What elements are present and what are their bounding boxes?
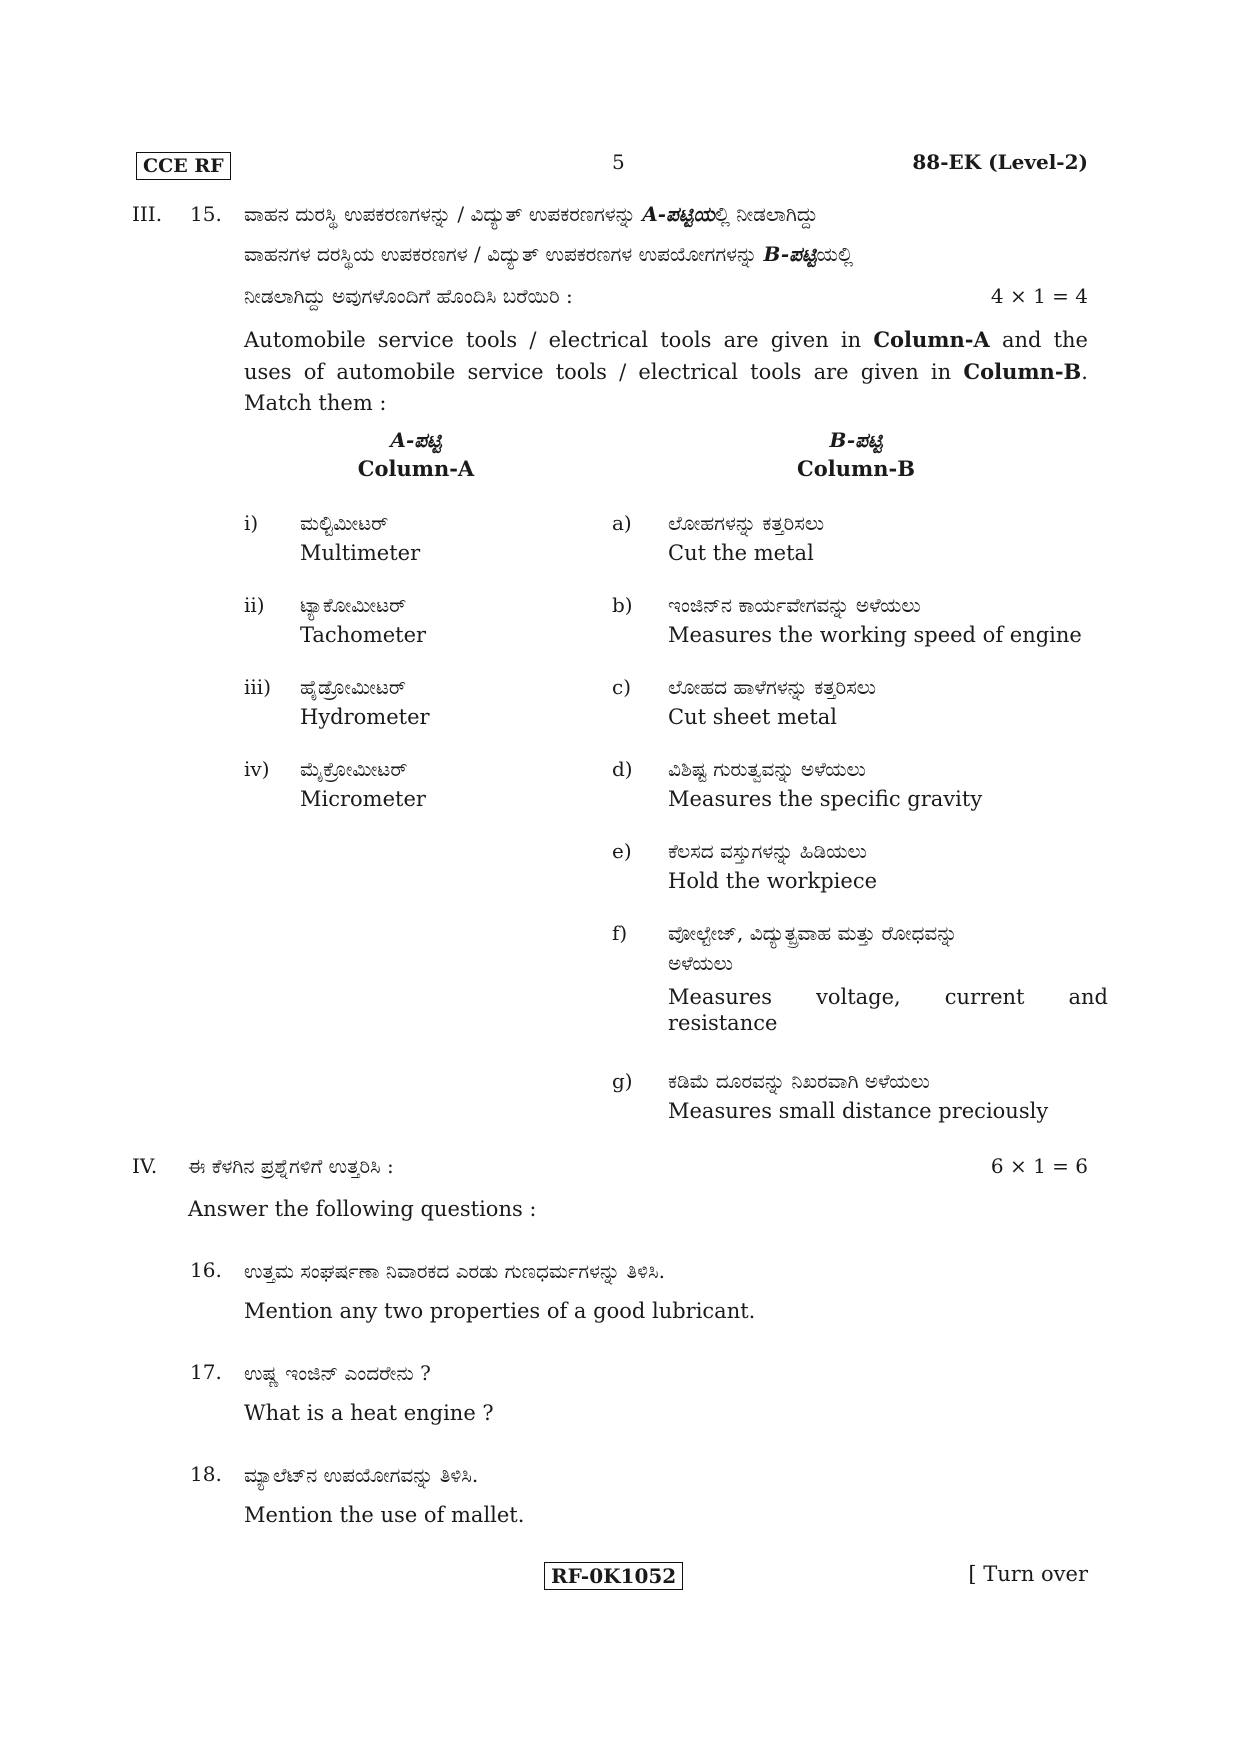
q15-en-2b: Column-B (963, 359, 1082, 384)
q15-ka-2c: ಯಲ್ಲಿ (816, 242, 853, 266)
q15-english-instructions (244, 324, 1088, 419)
col-b-item-g (668, 1066, 1108, 1126)
q15-kannada-line-1 (244, 200, 818, 228)
column-a-kannada: A-ಪಟ್ಟಿ (390, 428, 442, 452)
page-number: 5 (612, 150, 625, 174)
col-b-mark-c: c) (612, 675, 632, 699)
col-b-item-c (668, 672, 1108, 732)
col-b-item-f (668, 918, 1108, 1036)
q15-ka-1a: ವಾಹನ ದುರಸ್ಥಿ ಉಪಕರಣಗಳನ್ನು / ವಿದ್ಯುತ್ ಉಪಕರಣಗಳನ್ನು (244, 202, 636, 226)
column-a-heading (266, 426, 566, 484)
col-b-mark-a: a) (612, 511, 632, 535)
question-18-ka: ಮ್ಯಾಲೆಟ್‌ನ ಉಪಯೋಗವನ್ನು ತಿಳಿಸಿ. (244, 1463, 479, 1487)
section-4-english-heading: Answer the following questions : (188, 1197, 537, 1221)
question-17 (244, 1358, 494, 1428)
q15-ka-1c: ಲ್ಲಿ ನೀಡಲಾಗಿದ್ದು (714, 202, 818, 226)
col-b-item-a (668, 508, 1108, 568)
col-a-item-3-ka: ಹೈಡ್ರೋಮೀಟರ್ (300, 675, 406, 699)
section-4-number: IV. (132, 1154, 158, 1178)
q15-kannada-line-3: ನೀಡಲಾಗಿದ್ದು ಅವುಗಳೊಂದಿಗೆ ಹೊಂದಿಸಿ ಬರೆಯಿರಿ : (244, 284, 573, 308)
col-b-item-g-ka: ಕಡಿಮೆ ದೂರವನ್ನು ನಿಖರವಾಗಿ ಅಳೆಯಲು (668, 1069, 930, 1093)
q15-kannada-line-2 (244, 240, 853, 268)
col-b-item-e-en: Hold the workpiece (668, 869, 878, 893)
col-b-item-a-en: Cut the metal (668, 541, 814, 565)
column-b-heading (706, 426, 1006, 484)
col-b-mark-e: e) (612, 839, 632, 863)
question-17-ka: ಉಷ್ಣ ಇಂಜಿನ್ ಎಂದರೇನು ? (244, 1361, 431, 1385)
footer-code: RF-0K1052 (544, 1562, 683, 1590)
header-left-code: CCE RF (136, 152, 231, 180)
q15-en-2a: uses of automobile service tools / electrical tools are given in (244, 360, 952, 384)
q15-marks: 4 × 1 = 4 (990, 284, 1088, 308)
col-a-mark-3: iii) (244, 675, 271, 699)
col-b-mark-g: g) (612, 1069, 633, 1093)
col-a-item-2-ka: ಟ್ಯಾಕೋಮೀಟರ್ (300, 593, 407, 617)
q15-ka-2a: ವಾಹನಗಳ ದರಸ್ಥಿಯ ಉಪಕರಣಗಳ / ವಿದ್ಯುತ್ ಉಪಕರಣಗಳ ಉಪಯೋಗಗಳನ್ನು (244, 242, 758, 266)
col-a-mark-2: ii) (244, 593, 265, 617)
q15-en-line-2 (244, 356, 1088, 388)
section-4-kannada-heading: ಈ ಕೆಳಗಿನ ಪ್ರಶ್ನೆಗಳಿಗೆ ಉತ್ತರಿಸಿ : (188, 1154, 394, 1178)
col-b-item-b-ka: ಇಂಜಿನ್‌ನ ಕಾರ್ಯವೇಗವನ್ನು ಅಳೆಯಲು (668, 593, 921, 617)
col-b-item-d-en: Measures the specific gravity (668, 787, 983, 811)
col-b-item-e-ka: ಕೆಲಸದ ವಸ್ತುಗಳನ್ನು ಹಿಡಿಯಲು (668, 839, 867, 863)
question-18-en: Mention the use of mallet. (244, 1503, 525, 1527)
col-b-item-b-en: Measures the working speed of engine (668, 623, 1082, 647)
col-b-item-d (668, 754, 1108, 814)
question-16-number: 16. (190, 1258, 222, 1282)
col-b-item-g-en: Measures small distance preciously (668, 1099, 1049, 1123)
q15-en-2c: . (1081, 360, 1088, 384)
col-b-mark-d: d) (612, 757, 633, 781)
q15-en-1b: Column-A (873, 327, 990, 352)
question-18 (244, 1460, 524, 1530)
section-4-marks: 6 × 1 = 6 (990, 1154, 1088, 1178)
column-b-english: Column-B (797, 456, 915, 481)
col-b-item-a-ka: ಲೋಹಗಳನ್ನು ಕತ್ತರಿಸಲು (668, 511, 825, 535)
col-a-item-4-ka: ಮೈಕ್ರೋಮೀಟರ್ (300, 757, 408, 781)
q15-en-1c: and the (1001, 328, 1088, 352)
q15-en-line-3: Match them : (244, 391, 387, 415)
q15-ka-1b: A-ಪಟ್ಟಿಯ (642, 202, 715, 226)
col-a-mark-4: iv) (244, 757, 270, 781)
col-b-item-f-en-1: Measures voltage, current and (668, 985, 1108, 1009)
question-17-number: 17. (190, 1360, 222, 1384)
column-b-kannada: B-ಪಟ್ಟಿ (829, 428, 883, 452)
col-a-item-3-en: Hydrometer (300, 705, 430, 729)
q15-ka-2b: B-ಪಟ್ಟಿ (763, 242, 817, 266)
col-a-mark-1: i) (244, 511, 259, 535)
col-a-item-4-en: Micrometer (300, 787, 426, 811)
col-b-item-f-ka-2: ಅಳೆಯಲು (668, 951, 733, 975)
col-b-item-d-ka: ವಿಶಿಷ್ಟ ಗುರುತ್ವವನ್ನು ಅಳೆಯಲು (668, 757, 866, 781)
col-b-item-f-ka-1: ವೋಲ್ಟೇಜ್, ವಿದ್ಯುತ್ಪ್ರವಾಹ ಮತ್ತು ರೋಧವನ್ನು (668, 921, 958, 945)
question-15-number: 15. (190, 202, 222, 226)
question-18-number: 18. (190, 1462, 222, 1486)
col-a-item-1-en: Multimeter (300, 541, 421, 565)
col-b-item-f-en-2: resistance (668, 1011, 778, 1035)
col-b-item-b (668, 590, 1108, 650)
col-a-item-2-en: Tachometer (300, 623, 427, 647)
col-b-item-c-ka: ಲೋಹದ ಹಾಳೆಗಳನ್ನು ಕತ್ತರಿಸಲು (668, 675, 877, 699)
col-b-item-c-en: Cut sheet metal (668, 705, 837, 729)
header-right-code: 88-EK (Level-2) (912, 150, 1088, 174)
question-16-ka: ಉತ್ತಮ ಸಂಘರ್ಷಣಾ ನಿವಾರಕದ ಎರಡು ಗುಣಧರ್ಮಗಳನ್ನು ತಿಳಿಸಿ. (244, 1259, 665, 1283)
question-16-en: Mention any two properties of a good lubricant. (244, 1299, 756, 1323)
section-3-number: III. (132, 202, 163, 226)
q15-en-line-1 (244, 324, 1088, 356)
turn-over-note: [ Turn over (968, 1562, 1088, 1586)
col-b-item-e (668, 836, 1108, 896)
col-b-mark-b: b) (612, 593, 633, 617)
q15-en-1a: Automobile service tools / electrical tools are given in (244, 328, 862, 352)
question-16 (244, 1256, 755, 1326)
col-a-item-1-ka: ಮಲ್ಟಿಮೀಟರ್ (300, 511, 389, 535)
question-17-en: What is a heat engine ? (244, 1401, 494, 1425)
column-a-english: Column-A (357, 456, 475, 481)
col-b-mark-f: f) (612, 921, 628, 945)
